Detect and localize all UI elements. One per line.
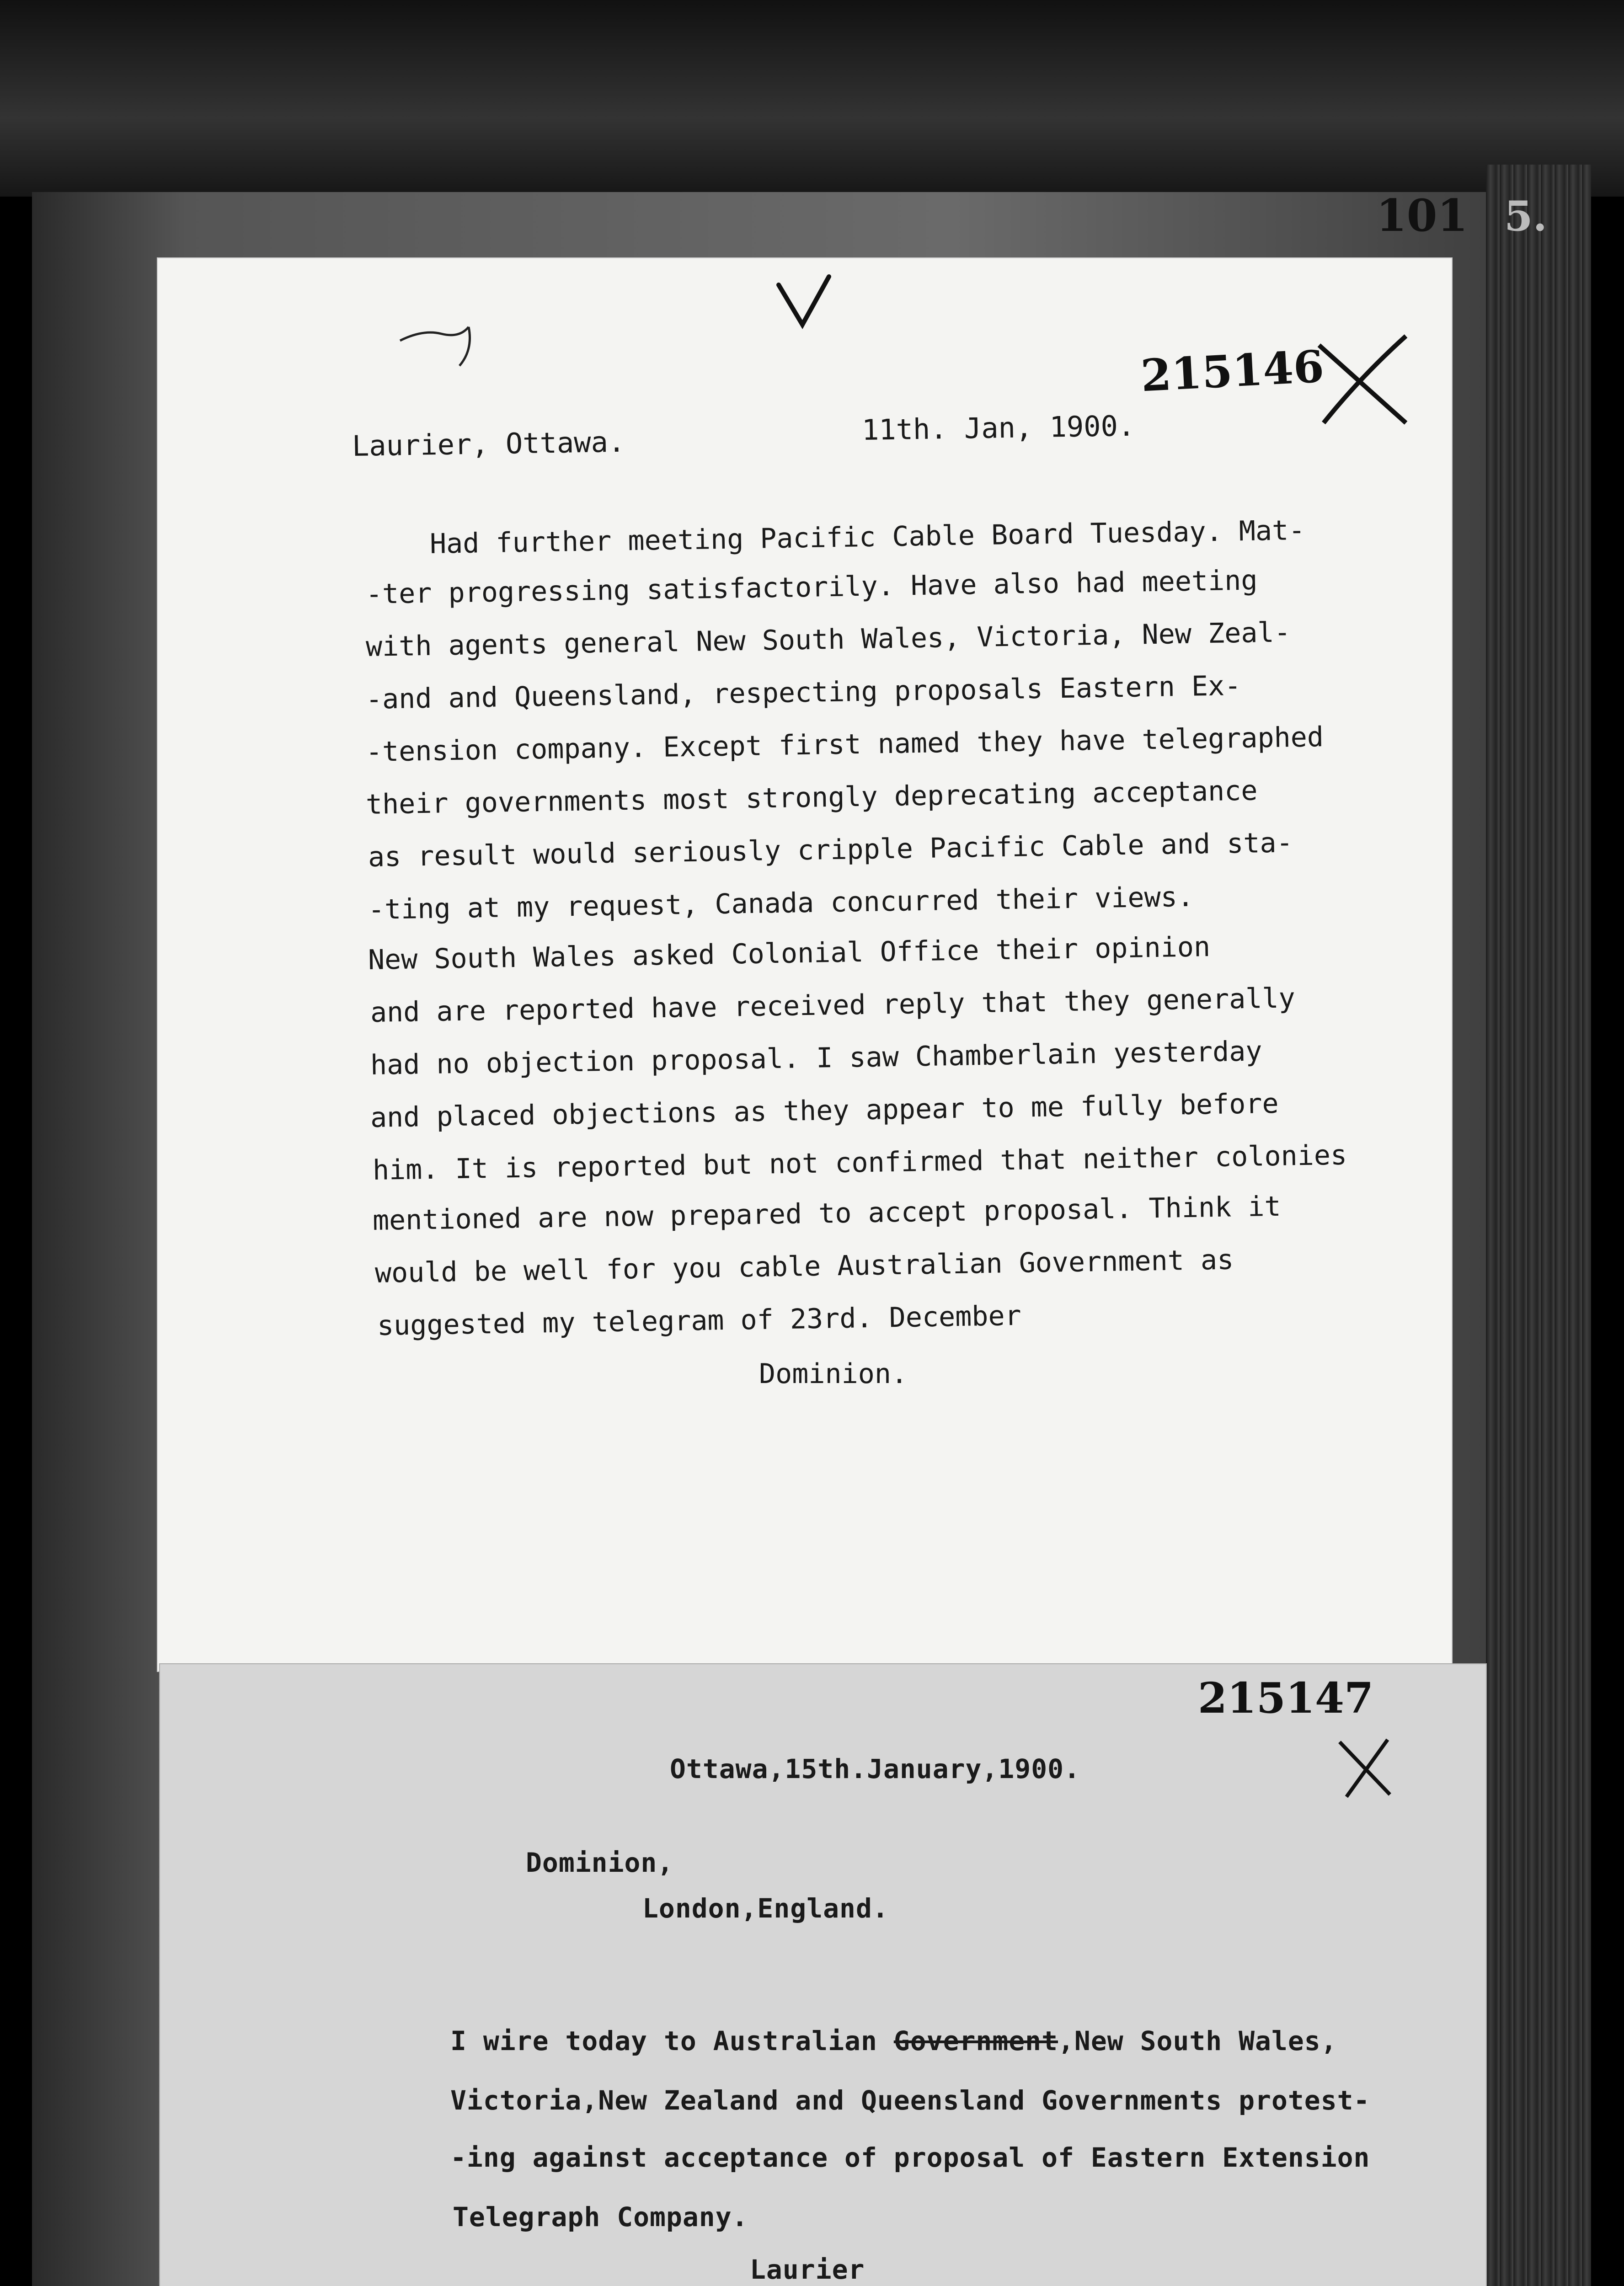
- top-shadow: [0, 0, 1624, 197]
- body-line: and placed objections as they appear to me fully before: [370, 1087, 1279, 1134]
- body-line: -ting at my request, Canada concurred their views.: [368, 881, 1194, 926]
- telegram-sheet-2: [160, 1664, 1486, 2286]
- body-line: suggested my telegram of 23rd. December: [377, 1299, 1022, 1342]
- body-line: him. It is reported but not confirmed that neither colonies: [372, 1139, 1347, 1186]
- pencil-mark: [391, 322, 482, 373]
- body-line: -ter progressing satisfactorily. Have also had meeting: [365, 564, 1258, 610]
- page-stack-edge: [1486, 165, 1591, 2286]
- cross-mark-2: [1330, 1733, 1399, 1801]
- telegram-sheet-1: [158, 258, 1452, 1671]
- struck-word: Government: [893, 2025, 1058, 2056]
- body-line: with agents general New South Wales, Victoria, New Zeal-: [365, 616, 1291, 663]
- folio-number: 101: [1376, 190, 1468, 241]
- body-line: [450, 2025, 1337, 2056]
- signature-2: Laurier: [750, 2254, 865, 2285]
- body-line: Had further meeting Pacific Cable Board Tuesday. Mat-: [429, 514, 1305, 560]
- address: London,England.: [642, 1893, 889, 1924]
- check-mark: [770, 272, 839, 331]
- folio-edge-mark: 5.: [1504, 192, 1547, 240]
- body-line: their governments most strongly deprecating acceptance: [365, 774, 1258, 821]
- addressee: Dominion,: [526, 1847, 674, 1878]
- body-line: -ing against acceptance of proposal of Eastern Extension: [450, 2142, 1370, 2173]
- date-line-1: 11th. Jan, 1900.: [861, 409, 1135, 447]
- body-line: New South Wales asked Colonial Office their opinion: [368, 931, 1211, 976]
- body-line: as result would seriously cripple Pacific Cable and sta-: [368, 827, 1293, 873]
- body-line: and are reported have received reply that they generally: [370, 982, 1296, 1029]
- date-line-2: Ottawa,15th.January,1900.: [670, 1753, 1080, 1784]
- body-line: had no objection proposal. I saw Chamberlain yesterday: [370, 1035, 1262, 1081]
- body-line: Telegraph Company.: [453, 2201, 748, 2233]
- reference-number-2: 215147: [1198, 1673, 1374, 1723]
- signature-1: Dominion.: [759, 1358, 908, 1390]
- body-line: mentioned are now prepared to accept proposal. Think it: [372, 1190, 1282, 1237]
- sender-line: Laurier, Ottawa.: [352, 425, 625, 463]
- body-line: -and and Queensland, respecting proposals Eastern Ex-: [365, 669, 1241, 716]
- body-text: ,New South Wales,: [1058, 2025, 1337, 2056]
- body-line: -tension company. Except first named they have telegraphed: [365, 721, 1324, 768]
- body-line: Victoria,New Zealand and Queensland Governments protest-: [450, 2085, 1370, 2116]
- cross-mark-1: [1310, 327, 1415, 432]
- reference-number-1: 215146: [1139, 340, 1325, 402]
- body-line: would be well for you cable Australian Government as: [374, 1244, 1234, 1289]
- body-text: I wire today to Australian: [450, 2025, 894, 2056]
